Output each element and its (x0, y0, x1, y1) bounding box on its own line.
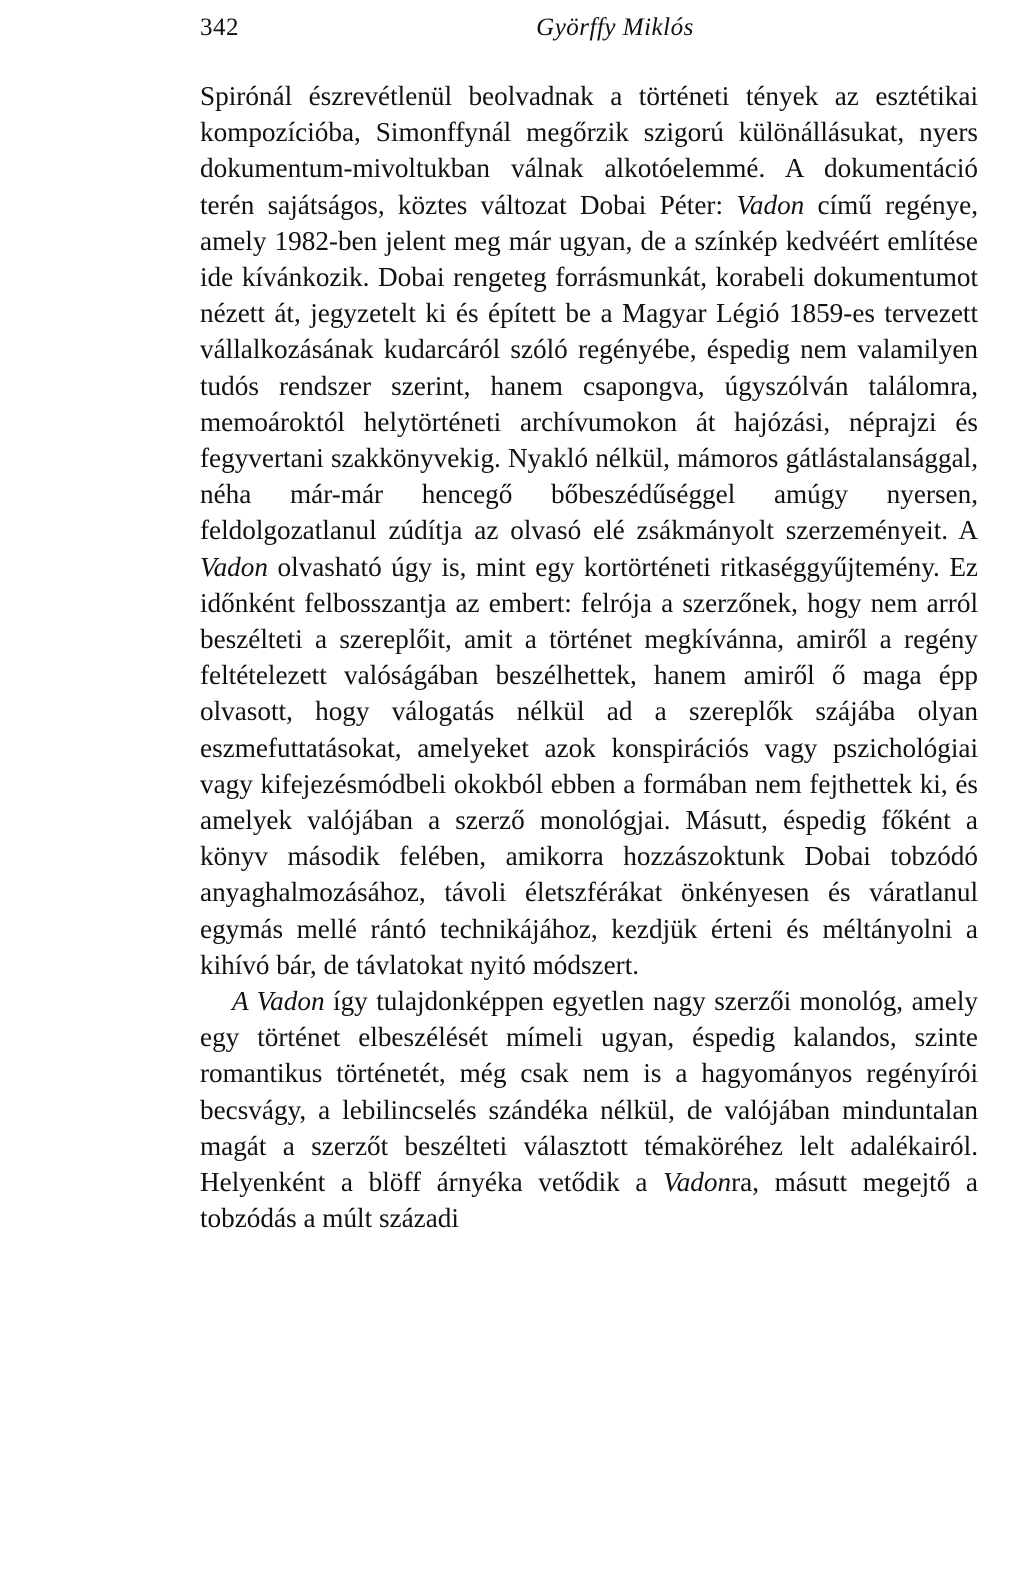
page-header (200, 14, 990, 54)
text-span: olvasható úgy is, mint egy kortörténeti ritkaséggyűjtemény. Ez időnként felbosszantja az embert: felrója a szerzőnek, hogy nem arról beszélteti a szereplőit, amit a történet megkívánna, amiről a regény feltételezett valóságában beszélhettek, hanem amiről ő maga épp olvasott, hogy válogatás nélkül ad a szereplők szájába olyan eszmefuttatásokat, amelyeket azok konspirációs vagy pszichológiai vagy kifejezésmódbeli okokból ebben a formában nem fejthettek ki, és amelyek valójában a szerző monológjai. Másutt, éspedig főként a könyv második felében, amikorra hozzászoktunk Dobai tobzódó anyaghalmozásához, távoli életszférákat önkényesen és váratlanul egymás mellé rántó technikájához, kezdjük érteni és méltányolni a kihívó bár, de távlatokat nyitó módszert. (200, 551, 978, 980)
italic-title: A Vadon (232, 986, 325, 1017)
italic-title: Vadon (736, 189, 805, 220)
running-title: Györffy Miklós (536, 14, 694, 41)
italic-title: Vadon (200, 551, 268, 582)
paragraph-2 (200, 983, 978, 1236)
text-body (200, 78, 978, 1237)
page-number: 342 (200, 14, 239, 41)
text-span: Spirónál észrevétlenül beolvadnak a történeti tények az esztétikai kompozícióba, Simonffynál megőrzik szigorú különállásukat, nyers dokumentum-mivoltukban válnak alkotóelemmé. A dokumentáció terén sajátságos, köztes változat Dobai Péter: (200, 81, 978, 220)
paragraph-1 (200, 78, 978, 983)
text-span: című regénye, amely 1982-ben jelent meg már ugyan, de a színkép kedvéért említése ide kívánkozik. Dobai rengeteg forrásmunkát, korabeli dokumentumot nézett át, jegyzetelt ki és épített be a Magyar Légió 1859-es tervezett vállalkozásának kudarcáról szóló regényébe, éspedig nem valamilyen tudós rendszer szerint, hanem csapongva, úgyszólván találomra, memoároktól helytörténeti archívumokon át hajózási, néprajzi és fegyvertani szakkönyvekig. Nyakló nélkül, mámoros gátlástalansággal, néha már-már hencegő bőbeszédűséggel amúgy nyersen, feldolgozatlanul zúdítja az olvasó elé zsákmányolt szerzeményeit. A (200, 189, 978, 546)
text-span: ra, másutt megejtő a tobzódás a múlt századi (200, 1167, 978, 1234)
italic-title: Vadon (663, 1167, 732, 1198)
text-span: így tulajdonképpen egyetlen nagy szerzői monológ, amely egy történet elbeszélését mímeli ugyan, éspedig kalandos, szinte romantikus történetét, még csak nem is a hagyományos regényírói becsvágy, a lebilincselés szándéka nélkül, de valójában minduntalan magát a szerzőt beszélteti választott témaköréhez lelt adalékairól. Helyenként a blöff árnyéka vetődik a (200, 986, 978, 1198)
